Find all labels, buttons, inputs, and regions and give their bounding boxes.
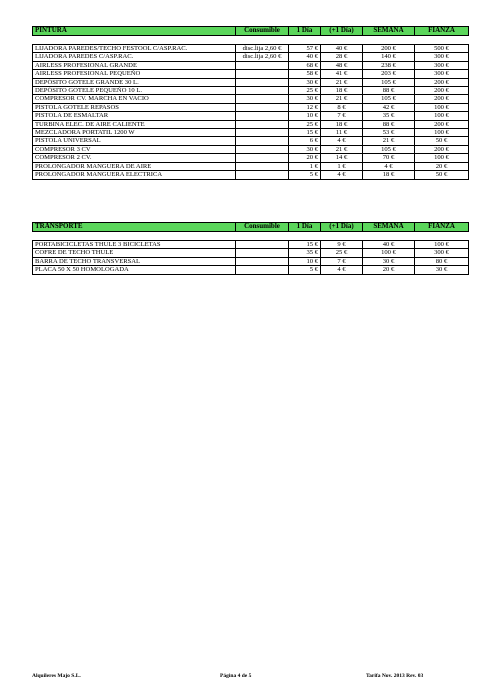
pintura-cell-item: DEPÓSITO GOTELE GRANDE 30 L. [33,78,236,86]
pintura-cell-consumible [236,103,289,111]
pintura-cell-dia: 20 € [289,154,321,162]
pintura-cell-fianza: 300 € [415,61,469,69]
table-row [33,87,469,95]
pintura-cell-consumible [236,61,289,69]
table-row [33,78,469,86]
pintura-cell-semana: 88 € [363,87,415,95]
pintura-cell-semana: 88 € [363,120,415,128]
pintura-cell-dia: 10 € [289,112,321,120]
spacer-cell [289,232,321,241]
spacer-cell [33,36,236,45]
pintura-cell-dia: 68 € [289,61,321,69]
pintura-header-dia: 1 Día [289,27,321,36]
transporte-cell-extra-dia: 25 € [321,249,363,257]
pintura-header-fianza: FIANZA [415,27,469,36]
spacer-cell [363,36,415,45]
table-row [33,137,469,145]
transporte-cell-item: COFRE DE TECHO THULE [33,249,236,257]
pintura-cell-item: COMPRESOR 2 CV. [33,154,236,162]
transporte-cell-extra-dia: 4 € [321,266,363,274]
pintura-cell-consumible [236,120,289,128]
pintura-cell-extra-dia: 18 € [321,120,363,128]
pintura-cell-extra-dia: 48 € [321,61,363,69]
pintura-cell-fianza: 100 € [415,129,469,137]
pintura-cell-semana: 105 € [363,78,415,86]
spacer-cell [33,232,236,241]
spacer-cell [321,36,363,45]
table-row [33,129,469,137]
pintura-cell-dia: 30 € [289,145,321,153]
pintura-cell-dia: 57 € [289,45,321,53]
pintura-cell-consumible [236,137,289,145]
transporte-cell-semana: 40 € [363,241,415,249]
footer-company: Alquileres Majo S.L. [32,673,81,679]
table-row [33,103,469,111]
pintura-cell-extra-dia: 8 € [321,103,363,111]
table-row [33,53,469,61]
pintura-cell-semana: 203 € [363,70,415,78]
pintura-cell-consumible: disc.lija 2,60 € [236,45,289,53]
transporte-header-semana: SEMANA [363,223,415,232]
transporte-cell-semana: 30 € [363,257,415,265]
transporte-cell-extra-dia: 9 € [321,241,363,249]
table-row [33,249,469,257]
spacer-cell [363,232,415,241]
pintura-table [32,26,469,180]
pintura-cell-semana: 42 € [363,103,415,111]
table-row [33,154,469,162]
pintura-cell-item: COMPRESOR CV. MARCHA EN VACIO [33,95,236,103]
pintura-cell-fianza: 100 € [415,154,469,162]
pintura-header-item: PINTURA [33,27,236,36]
table-row [33,112,469,120]
pintura-cell-fianza: 200 € [415,95,469,103]
pintura-header-row [33,27,469,36]
transporte-cell-item: BARRA DE TECHO TRANSVERSAL [33,257,236,265]
pintura-cell-semana: 21 € [363,137,415,145]
transporte-header-fianza: FIANZA [415,223,469,232]
pintura-cell-extra-dia: 7 € [321,112,363,120]
pintura-cell-fianza: 300 € [415,53,469,61]
pintura-cell-fianza: 20 € [415,162,469,170]
pintura-cell-consumible [236,112,289,120]
pintura-cell-consumible [236,145,289,153]
pintura-cell-item: COMPRESOR 3 CV [33,145,236,153]
transporte-cell-semana: 100 € [363,249,415,257]
spacer-cell [289,36,321,45]
pintura-cell-fianza: 50 € [415,137,469,145]
table-row [33,95,469,103]
pintura-cell-extra-dia: 21 € [321,95,363,103]
pintura-cell-extra-dia: 14 € [321,154,363,162]
spacer-cell [236,232,289,241]
pintura-cell-consumible [236,95,289,103]
transporte-cell-dia: 35 € [289,249,321,257]
pintura-cell-extra-dia: 21 € [321,78,363,86]
pintura-cell-fianza: 300 € [415,70,469,78]
pintura-cell-fianza: 200 € [415,78,469,86]
table-row [33,45,469,53]
transporte-cell-consumible [236,257,289,265]
pintura-cell-semana: 200 € [363,45,415,53]
pintura-cell-item: PROLONGADOR MANGUERA DE AIRE [33,162,236,170]
transporte-table [32,222,469,275]
spacer-cell [321,232,363,241]
table-row [33,70,469,78]
spacer-cell [415,232,469,241]
pintura-cell-dia: 1 € [289,162,321,170]
transporte-cell-fianza: 30 € [415,266,469,274]
pintura-cell-consumible [236,70,289,78]
pintura-cell-extra-dia: 40 € [321,45,363,53]
pintura-cell-dia: 12 € [289,103,321,111]
pintura-cell-extra-dia: 21 € [321,145,363,153]
pintura-cell-dia: 25 € [289,87,321,95]
pintura-cell-consumible [236,154,289,162]
pintura-cell-item: PROLONGADOR MANGUERA ELECTRICA [33,171,236,179]
transporte-cell-semana: 20 € [363,266,415,274]
pintura-cell-fianza: 50 € [415,171,469,179]
pintura-cell-dia: 6 € [289,137,321,145]
pintura-cell-dia: 40 € [289,53,321,61]
pintura-cell-fianza: 500 € [415,45,469,53]
footer-tariff: Tarifa Nov. 2013 Rev. 03 [366,673,424,679]
transporte-spacer-row [33,232,469,241]
transporte-cell-consumible [236,241,289,249]
pintura-cell-item: AIRLESS PROFESIONAL GRANDE [33,61,236,69]
transporte-cell-consumible [236,249,289,257]
transporte-header-consumible: Consumible [236,223,289,232]
transporte-cell-fianza: 300 € [415,249,469,257]
transporte-header-extra-dia: (+1 Día) [321,223,363,232]
pintura-cell-semana: 53 € [363,129,415,137]
pintura-cell-extra-dia: 28 € [321,53,363,61]
pintura-cell-semana: 70 € [363,154,415,162]
transporte-tbody [33,223,469,275]
pintura-cell-consumible: disc.lija 2,60 € [236,53,289,61]
pintura-cell-extra-dia: 4 € [321,171,363,179]
pintura-cell-item: PISTOLA DE ESMALTAR [33,112,236,120]
pintura-header-extra-dia: (+1 Día) [321,27,363,36]
transporte-header-row [33,223,469,232]
transporte-cell-dia: 5 € [289,266,321,274]
pintura-cell-item: PISTOLA GOTELE REPASOS [33,103,236,111]
pintura-cell-semana: 238 € [363,61,415,69]
pintura-spacer-row [33,36,469,45]
pintura-cell-dia: 58 € [289,70,321,78]
table-row [33,241,469,249]
pintura-cell-fianza: 200 € [415,87,469,95]
pintura-cell-extra-dia: 1 € [321,162,363,170]
transporte-cell-extra-dia: 7 € [321,257,363,265]
table-row [33,171,469,179]
pintura-cell-item: MEZCLADORA PORTATIL 1200 W [33,129,236,137]
spacer-cell [236,36,289,45]
footer-page-number: Página 4 de 5 [220,673,252,679]
pintura-cell-item: LIJADORA PAREDES C/ASP.RAC. [33,53,236,61]
pintura-tbody [33,27,469,180]
pintura-cell-dia: 5 € [289,171,321,179]
pintura-header-consumible: Consumible [236,27,289,36]
pintura-cell-dia: 15 € [289,129,321,137]
pintura-cell-item: TURBINA ELEC. DE AIRE CALIENTE [33,120,236,128]
pintura-cell-fianza: 100 € [415,112,469,120]
transporte-cell-item: PLACA 50 X 50 HOMOLOGADA [33,266,236,274]
transporte-header-dia: 1 Día [289,223,321,232]
spacer-cell [415,36,469,45]
pintura-cell-consumible [236,129,289,137]
pintura-cell-item: AIRLESS PROFESIONAL PEQUEÑO [33,70,236,78]
pintura-cell-fianza: 200 € [415,145,469,153]
transporte-cell-fianza: 80 € [415,257,469,265]
pintura-cell-dia: 30 € [289,95,321,103]
pintura-cell-dia: 25 € [289,120,321,128]
pintura-cell-item: PISTOLA UNIVERSAL [33,137,236,145]
pintura-cell-semana: 105 € [363,95,415,103]
pintura-cell-dia: 30 € [289,78,321,86]
transporte-cell-dia: 15 € [289,241,321,249]
pintura-cell-semana: 4 € [363,162,415,170]
pintura-cell-semana: 35 € [363,112,415,120]
pintura-cell-fianza: 100 € [415,103,469,111]
table-row [33,61,469,69]
pintura-cell-semana: 18 € [363,171,415,179]
pintura-cell-semana: 140 € [363,53,415,61]
transporte-header-item: TRANSPORTE [33,223,236,232]
table-row [33,266,469,274]
table-row [33,145,469,153]
transporte-cell-item: PORTABICICLETAS THULE 3 BICICLETAS [33,241,236,249]
pintura-cell-consumible [236,87,289,95]
pintura-cell-item: LIJADORA PAREDES/TECHO FESTOOL C/ASP.RAC. [33,45,236,53]
pintura-cell-extra-dia: 18 € [321,87,363,95]
pintura-cell-fianza: 200 € [415,120,469,128]
pintura-cell-extra-dia: 4 € [321,137,363,145]
transporte-cell-consumible [236,266,289,274]
pintura-cell-extra-dia: 41 € [321,70,363,78]
pintura-cell-item: DEPÓSITO GOTELE PEQUEÑO 10 L. [33,87,236,95]
transporte-cell-dia: 10 € [289,257,321,265]
table-row [33,257,469,265]
transporte-cell-fianza: 100 € [415,241,469,249]
table-row [33,162,469,170]
pintura-cell-consumible [236,171,289,179]
pintura-cell-consumible [236,162,289,170]
pintura-cell-semana: 105 € [363,145,415,153]
pintura-header-semana: SEMANA [363,27,415,36]
pintura-cell-consumible [236,78,289,86]
table-row [33,120,469,128]
pintura-cell-extra-dia: 11 € [321,129,363,137]
